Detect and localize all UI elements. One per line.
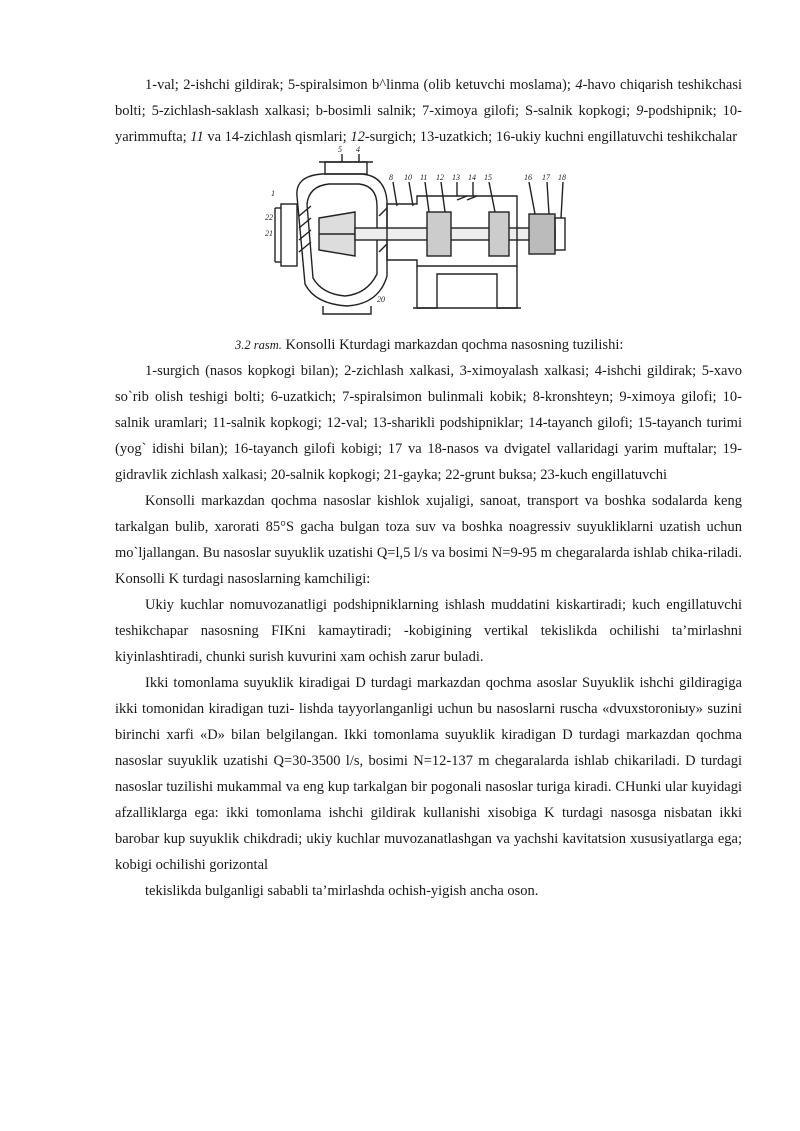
fig-label-12: 12 bbox=[436, 173, 444, 182]
fig-label-13: 13 bbox=[452, 173, 460, 182]
fig-label-4: 4 bbox=[356, 145, 360, 154]
fig-label-18: 18 bbox=[558, 173, 566, 182]
figure-number: 3.2 rasm. bbox=[235, 338, 282, 352]
intro-text-3: podshipnik; 10-yarimmufta; bbox=[115, 103, 743, 145]
intro-text-4: va 14-zichlash qismlari; bbox=[203, 129, 351, 145]
intro-num-9: 9- bbox=[636, 103, 649, 119]
intro-num-4: 4- bbox=[575, 77, 588, 93]
fig-label-11: 11 bbox=[420, 173, 428, 182]
intro-paragraph bbox=[115, 72, 742, 150]
fig-label-15: 15 bbox=[484, 173, 492, 182]
legend-paragraph: 1-surgich (nasos kopkogi bilan); 2-zichlash xalkasi, 3-ximoyalash xalkasi; 4-ishchi gildirak; 5-xavo so`rib olish teshigi bolti; 6-uzatkich; 7-spiralsimon bulinmali kobik; 8-kronshteyn; 9-ximoya gilofi; 10-salnik uramlari; 11-salnik kopkogi; 12-val; 13-sharikli podshipniklar; 14-tayanch gilofi; 15-tayanch turimi (yog` idishi bilan); 16-tayanch gilofi kobigi; 17 va 18-nasos va dvigatel vallaridagi yarim muftalar; 19-gidravlik zichlash xalkasi; 20-salnik kopkogi; 21-gayka; 22-grunt buksa; 23-kuch engillatuvchi bbox=[115, 363, 742, 483]
body-paragraph-1: Konsolli markazdan qochma nasoslar kishlok xujaligi, sanoat, transport va boshka sodalarda keng tarkalgan bulib, xarorati 85°S gacha bulgan toza suv va boshka noagressiv suyukliklarni uzatish uchun mo`ljallangan. Bu nasoslar suyuklik uzatishi Q=l,5 l/s va bosimi N=9-95 m chegaralarda ishlab chika-riladi. Konsolli K turdagi nasoslarning kamchiligi: bbox=[115, 493, 742, 587]
fig-label-22: 22 bbox=[265, 213, 273, 222]
intro-num-11: 11 bbox=[190, 129, 204, 145]
fig-label-20: 20 bbox=[377, 295, 385, 304]
fig-label-16: 16 bbox=[524, 173, 532, 182]
body-paragraph-last: tekislikda bulganligi sababli ta’mirlashda ochish-yigish ancha oson. bbox=[145, 883, 539, 899]
fig-label-5: 5 bbox=[338, 145, 342, 154]
pump-drawing-figure bbox=[115, 145, 742, 326]
pump-drawing bbox=[265, 145, 587, 318]
figure-title: Konsolli Kturdagi markazdan qochma nasosning tuzilishi: bbox=[281, 337, 624, 353]
fig-label-8: 8 bbox=[389, 173, 393, 182]
intro-text-1: 1-val; 2-ishchi gildirak; 5-spiralsimon b^linma (olib ketuvchi moslama); bbox=[145, 77, 576, 93]
fig-label-17: 17 bbox=[542, 173, 550, 182]
fig-label-1: 1 bbox=[271, 189, 275, 198]
document-page bbox=[115, 72, 742, 904]
intro-text-2: havo chiqarish teshikchasi bolti; 5-zichlash-saklash xalkasi; b-bosimli salnik; 7-ximoya gilofi; S-salnik kopkogi; bbox=[115, 77, 742, 119]
body-paragraph-2: Ukiy kuchlar nomuvozanatligi podshipniklarning ishlash muddatini kiskartiradi; kuch engillatuvchi teshikchapar nasosning FIKni kamaytiradi; -kobigining vertikal tekislikda ochilishi ta’mirlashni kiyinlashtiradi, chunki surish kuvurini xam ochish zarur buladi. bbox=[115, 597, 742, 665]
fig-label-14: 14 bbox=[468, 173, 476, 182]
body-paragraph-3: Ikki tomonlama suyuklik kiradigai D turdagi markazdan qochma asoslar Suyuklik ishchi gildiragiga ikki tomonidan kiradigan tuzi- lishda tayyorlanganligi uchun bu nasoslarni ruscha «dvuxstoroniыy» suzini birinchi xarfi «D» bilan belgilangan. Ikki tomonlama suyuklik kiradigan D turdagi markazdan qochma nasoslar suyuklik uzatishi Q=30-3500 l/s, bosimi N=12-137 m chegaralarda ishlab chikariladi. D turdagi nasoslar tuzilishi mukammal va eng kup tarkalgan bir pogonali nasoslar turiga kiradi. CHunki ular kuyidagi afzalliklarga ega: ikki tomonlama ishchi gildirak kullanishi xisobiga K turdagi nasosga nisbatan ikki barobar kup suyuklik chikdradi; ukiy kuchlar muvozanatlashgan va yachshi kavitatsion xususiyatlarga ega; kobigi ochilishi gorizontal bbox=[115, 675, 742, 873]
intro-num-12: 12- bbox=[350, 129, 370, 145]
fig-label-21: 21 bbox=[265, 229, 273, 238]
intro-text-5: surgich; 13-uzatkich; 16-ukiy kuchni engillatuvchi teshikchalar bbox=[369, 129, 738, 145]
figure-caption bbox=[115, 332, 742, 358]
fig-label-10: 10 bbox=[404, 173, 412, 182]
